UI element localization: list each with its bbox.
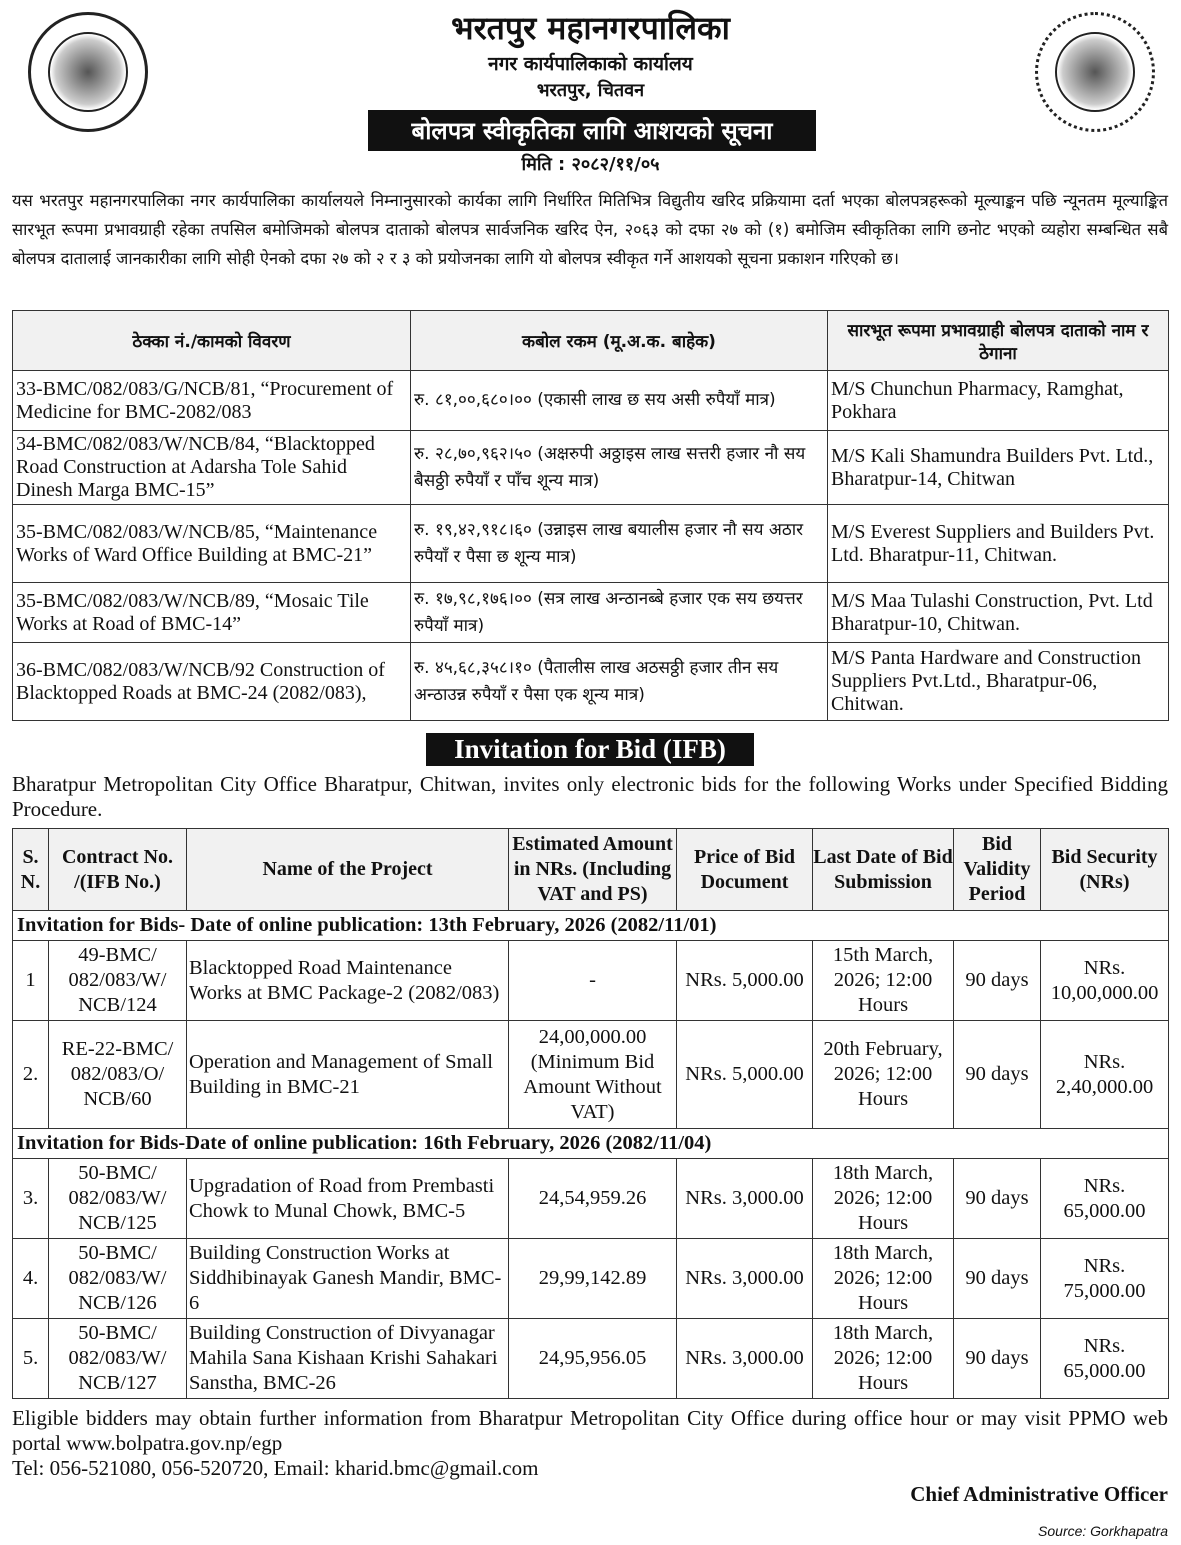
column-header: Bid Security (NRs)	[1041, 829, 1169, 911]
column-header: Last Date of Bid Submission	[813, 829, 954, 911]
bid-document-price: NRs. 3,000.00	[677, 1319, 813, 1399]
table-row	[13, 505, 1169, 583]
table-row	[13, 643, 1169, 721]
office-title: भरतपुर महानगरपालिका	[451, 9, 730, 47]
source-credit: Source: Gorkhapatra	[1038, 1523, 1168, 1539]
table-row	[13, 1239, 1169, 1319]
project-name: Upgradation of Road from Prembasti Chowk to Munal Chowk, BMC-5	[187, 1159, 509, 1239]
office-subtitle: नगर कार्यपालिकाको कार्यालय	[488, 53, 693, 75]
submission-deadline: 15th March, 2026; 12:00 Hours	[813, 941, 954, 1021]
section-row	[13, 911, 1169, 941]
bid-security: NRs. 65,000.00	[1041, 1159, 1169, 1239]
serial-number: 3.	[13, 1159, 49, 1239]
bid-amount: रु. २८,७०,९६२।५० (अक्षरुपी अठ्ठाइस लाख सत्तरी हजार नौ सय बैसठ्ठी रुपैयाँ र पाँच शून्य मात्र)	[411, 431, 828, 505]
ifb-title: Invitation for Bid (IFB)	[426, 733, 754, 766]
table-row	[13, 431, 1169, 505]
table-row	[13, 941, 1169, 1021]
column-header: S. N.	[13, 829, 49, 911]
contract-description: 36-BMC/082/083/W/NCB/92 Construction of Blacktopped Roads at BMC-24 (2082/083),	[13, 643, 411, 721]
bid-amount: रु. ८१,००,६८०।०० (एकासी लाख छ सय असी रुपैयाँ मात्र)	[411, 371, 828, 431]
validity-period: 90 days	[954, 941, 1041, 1021]
contact-info: Tel: 056-521080, 056-520720, Email: kharid.bmc@gmail.com	[12, 1456, 539, 1480]
validity-period: 90 days	[954, 1239, 1041, 1319]
ifb-intro: Bharatpur Metropolitan City Office Bharatpur, Chitwan, invites only electronic bids for the following Works under Specified Bidding Procedure.	[12, 772, 1168, 821]
bid-amount: रु. १७,९८,१७६।०० (सत्र लाख अन्ठानब्बे हजार एक सय छयत्तर रुपैयाँ मात्र)	[411, 583, 828, 643]
table-row	[13, 1021, 1169, 1129]
submission-deadline: 18th March, 2026; 12:00 Hours	[813, 1159, 954, 1239]
bid-amount: रु. ४५,६८,३५८।१० (पैतालीस लाख अठसठ्ठी हजार तीन सय अन्ठाउन्न रुपैयाँ र पैसा एक शून्य मात्र)	[411, 643, 828, 721]
table-row	[13, 371, 1169, 431]
section-label: Invitation for Bids- Date of online publication: 13th February, 2026 (2082/11/01)	[13, 911, 1169, 941]
bid-security: NRs. 75,000.00	[1041, 1239, 1169, 1319]
serial-number: 5.	[13, 1319, 49, 1399]
contract-description: 33-BMC/082/083/G/NCB/81, “Procurement of Medicine for BMC-2082/083	[13, 371, 411, 431]
contract-description: 34-BMC/082/083/W/NCB/84, “Blacktopped Road Construction at Adarsha Tole Sahid Dinesh Marga BMC-15”	[13, 431, 411, 505]
serial-number: 1	[13, 941, 49, 1021]
footer-info	[12, 1406, 1168, 1481]
submission-deadline: 18th March, 2026; 12:00 Hours	[813, 1319, 954, 1399]
column-header: Price of Bid Document	[677, 829, 813, 911]
further-info: Eligible bidders may obtain further information from Bharatpur Metropolitan City Office during office hour or may visit PPMO web portal www.bolpatra.gov.np/egp	[12, 1406, 1168, 1455]
bidder-name-address: M/S Everest Suppliers and Builders Pvt. Ltd. Bharatpur-11, Chitwan.	[828, 505, 1169, 583]
intro-paragraph: यस भरतपुर महानगरपालिका नगर कार्यपालिका कार्यालयले निम्नानुसारको कार्यका लागि निर्धारित मितिभित्र विद्युतीय खरिद प्रक्रियामा दर्ता भएका बोलपत्रहरूको मूल्याङ्कन पछि न्यूनतम मूल्याङ्कित सारभूत रूपमा प्रभावग्राही रहेका तपसिल बमोजिमको बोलपत्र दाताको बोलपत्र सार्वजनिक खरिद ऐन, २०६३ को दफा २७ को (१) बमोजिम स्वीकृतिका लागि छनोट भएको व्यहोरा सम्बन्धित सबै बोलपत्र दातालाई जानकारीका लागि सोही ऐनको दफा २७ को २ र ३ को प्रयोजनका लागि यो बोलपत्र स्वीकृत गर्ने आशयको सूचना प्रकाशन गरिएको छ।	[12, 191, 1168, 268]
section-row	[13, 1129, 1169, 1159]
contract-number: 50-BMC/ 082/083/W/ NCB/125	[49, 1159, 187, 1239]
table-row	[13, 1319, 1169, 1399]
validity-period: 90 days	[954, 1319, 1041, 1399]
contract-description: 35-BMC/082/083/W/NCB/89, “Mosaic Tile Works at Road of BMC-14”	[13, 583, 411, 643]
notice-date: मिति : २०८२/११/०५	[521, 154, 660, 175]
signatory: Chief Administrative Officer	[910, 1482, 1168, 1506]
bid-security: NRs. 10,00,000.00	[1041, 941, 1169, 1021]
intent-table	[12, 310, 1169, 721]
contract-number: 50-BMC/ 082/083/W/ NCB/126	[49, 1239, 187, 1319]
column-header: कबोल रकम (मू.अ.क. बाहेक)	[411, 311, 828, 371]
project-name: Building Construction Works at Siddhibinayak Ganesh Mandir, BMC-6	[187, 1239, 509, 1319]
bid-document-price: NRs. 5,000.00	[677, 941, 813, 1021]
bidder-name-address: M/S Panta Hardware and Construction Suppliers Pvt.Ltd., Bharatpur-06, Chitwan.	[828, 643, 1169, 721]
table-row	[13, 583, 1169, 643]
office-location: भरतपुर, चितवन	[536, 80, 645, 101]
submission-deadline: 18th March, 2026; 12:00 Hours	[813, 1239, 954, 1319]
column-header: Bid Validity Period	[954, 829, 1041, 911]
bid-document-price: NRs. 3,000.00	[677, 1159, 813, 1239]
estimated-amount: -	[509, 941, 677, 1021]
column-header: Estimated Amount in NRs. (Including VAT and PS)	[509, 829, 677, 911]
bid-document-price: NRs. 5,000.00	[677, 1021, 813, 1129]
ifb-table	[12, 828, 1169, 1399]
section-label: Invitation for Bids-Date of online publication: 16th February, 2026 (2082/11/04)	[13, 1129, 1169, 1159]
validity-period: 90 days	[954, 1021, 1041, 1129]
bid-security: NRs. 65,000.00	[1041, 1319, 1169, 1399]
estimated-amount: 24,54,959.26	[509, 1159, 677, 1239]
estimated-amount: 24,00,000.00 (Minimum Bid Amount Without VAT)	[509, 1021, 677, 1129]
project-name: Building Construction of Divyanagar Mahila Sana Kishaan Krishi Sahakari Sanstha, BMC-26	[187, 1319, 509, 1399]
estimated-amount: 29,99,142.89	[509, 1239, 677, 1319]
bid-amount: रु. १९,४२,९१८।६० (उन्नाइस लाख बयालीस हजार नौ सय अठार रुपैयाँ र पैसा छ शून्य मात्र)	[411, 505, 828, 583]
contract-number: 50-BMC/ 082/083/W/ NCB/127	[49, 1319, 187, 1399]
bidder-name-address: M/S Kali Shamundra Builders Pvt. Ltd., Bharatpur-14, Chitwan	[828, 431, 1169, 505]
contract-number: RE-22-BMC/ 082/083/O/ NCB/60	[49, 1021, 187, 1129]
validity-period: 90 days	[954, 1159, 1041, 1239]
table-row	[13, 1159, 1169, 1239]
contract-number: 49-BMC/ 082/083/W/ NCB/124	[49, 941, 187, 1021]
column-header: सारभूत रूपमा प्रभावग्राही बोलपत्र दाताको नाम र ठेगाना	[828, 311, 1169, 371]
project-name: Operation and Management of Small Building in BMC-21	[187, 1021, 509, 1129]
column-header: Name of the Project	[187, 829, 509, 911]
project-name: Blacktopped Road Maintenance Works at BMC Package-2 (2082/083)	[187, 941, 509, 1021]
serial-number: 2.	[13, 1021, 49, 1129]
contract-description: 35-BMC/082/083/W/NCB/85, “Maintenance Works of Ward Office Building at BMC-21”	[13, 505, 411, 583]
column-header: ठेक्का नं./कामको विवरण	[13, 311, 411, 371]
estimated-amount: 24,95,956.05	[509, 1319, 677, 1399]
serial-number: 4.	[13, 1239, 49, 1319]
submission-deadline: 20th February, 2026; 12:00 Hours	[813, 1021, 954, 1129]
bid-security: NRs. 2,40,000.00	[1041, 1021, 1169, 1129]
notice-title: बोलपत्र स्वीकृतिका लागि आशयको सूचना	[368, 110, 816, 151]
bidder-name-address: M/S Chunchun Pharmacy, Ramghat, Pokhara	[828, 371, 1169, 431]
column-header: Contract No. /(IFB No.)	[49, 829, 187, 911]
bid-document-price: NRs. 3,000.00	[677, 1239, 813, 1319]
bidder-name-address: M/S Maa Tulashi Construction, Pvt. Ltd Bharatpur-10, Chitwan.	[828, 583, 1169, 643]
